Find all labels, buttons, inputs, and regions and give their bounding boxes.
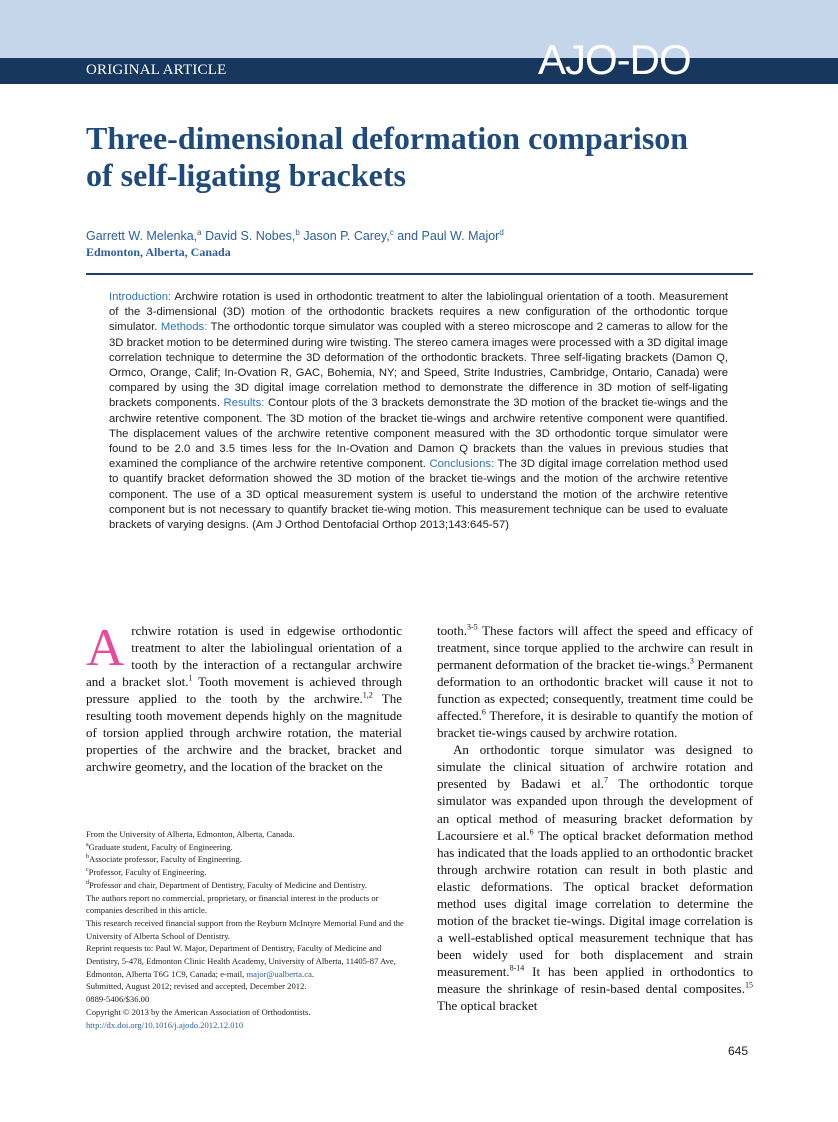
body-text: rchwire rotation is used in edgewise orthodontic treatment to alter the labiolingual orientation of a tooth by the interaction of a rectangular archwire and a bracket slot. (86, 623, 402, 690)
header-band (0, 0, 838, 58)
body-text: The resulting tooth movement depends highly on the magnitude of torsion applied through archwire rotation, the material properties of the archwire and the bracket, bracket and archwire geometry, and the location of the bracket on the (86, 691, 402, 775)
footnote-funding: This research received financial support from the Reyburn McIntyre Memorial Fund and the University of Alberta School of Dentistry. (86, 917, 404, 941)
body-text: The optical bracket (437, 998, 538, 1014)
author-list (86, 228, 504, 243)
section-label: ORIGINAL ARTICLE (86, 62, 227, 78)
abstract-results-heading: Results: (219, 397, 265, 410)
abstract-methods-heading: Methods: (157, 321, 208, 334)
drop-cap: A (86, 619, 125, 677)
citation-link[interactable]: 8-14 (509, 963, 525, 973)
citation-link[interactable]: 6 (481, 707, 486, 717)
citation-link[interactable]: 3-5 (466, 622, 478, 632)
body-text: tooth. (437, 623, 467, 638)
footnote-b: $^b$Associate professor, Faculty of Engineering. (86, 854, 242, 865)
footnotes (86, 828, 404, 1031)
citation-link[interactable]: 1 (188, 673, 193, 683)
email-link[interactable]: major@ualberta.ca (246, 968, 312, 979)
abstract-intro-heading: Introduction: (109, 291, 172, 303)
body-text: Tooth movement is achieved through pressure applied to the tooth by the archwire. (86, 674, 402, 707)
journal-logo: AJO-DO (538, 36, 691, 83)
citation-link[interactable]: 3 (689, 656, 694, 666)
footnote-c: $^c$Professor, Faculty of Engineering. (86, 867, 207, 878)
body-text: The orthodontic torque simulator was expanded upon through the development of an optical method of measuring bracket deformation by Lacoursiere et al. (437, 776, 753, 843)
body-text: Permanent deformation to an orthodontic bracket will cause it not to function as expected; consequently, treatment time could be affected. (437, 657, 754, 724)
footnote-issn: 0889-5406/$36.00 (86, 994, 150, 1005)
abstract-conclusions-text: The 3D digital image correlation method used to quantify bracket deformation showed the 3D motion of the bracket tie-wings and the motion of the archwire retentive component. The use of a 3D optical measurement system is useful to understand the motion of the archwire retentive component but is not necessary to quantify bracket tie-wing motion. This measurement technique can be used to evaluate brackets of varying designs. (Am J Orthod Dentofacial Orthop 2013;143:645-57) (109, 458, 728, 532)
author-name[interactable]: David S. Nobes, (201, 229, 296, 244)
title-line-1: Three-dimensional deformation comparison (86, 120, 689, 156)
page-number: 645 (728, 1044, 749, 1058)
header-divider (86, 273, 753, 275)
title-line-2: of self-ligating brackets (86, 157, 406, 193)
doi-link[interactable]: http://dx.doi.org/10.1016/j.ajodo.2012.12.010 (86, 1019, 244, 1030)
citation-link[interactable]: 7 (604, 776, 609, 786)
abstract-intro-text: Archwire rotation is used in orthodontic treatment to alter the labiolingual orientation of a tooth. Measurement of the 3-dimensional (3D) motion of the orthodontic brackets requires a new configuration of the orthodontic torque simulator. (109, 291, 728, 334)
citation-link[interactable]: 1,2 (362, 690, 373, 700)
body-text: Therefore, it is desirable to quantify the motion of bracket tie-wings caused by archwire rotation. (437, 708, 753, 741)
citation-link[interactable]: 6 (529, 827, 534, 837)
citation-link[interactable]: 15 (745, 980, 753, 990)
footnote-conflict: The authors report no commercial, proprietary, or financial interest in the products or companies described in this article. (86, 892, 379, 916)
footnote-from: From the University of Alberta, Edmonton, Alberta, Canada. (86, 829, 295, 839)
author-affiliation-mark: a (197, 228, 202, 237)
footnote-d: $^d$Professor and chair, Department of Dentistry, Faculty of Medicine and Dentistry. (86, 879, 367, 890)
body-column-right (437, 622, 753, 1014)
author-affiliation-mark: b (295, 228, 300, 237)
body-column-left (86, 619, 402, 775)
body-paragraph (437, 741, 753, 1014)
footnote-a: $^a$Graduate student, Faculty of Engineering. (86, 841, 233, 852)
author-name[interactable]: Garrett W. Melenka, (86, 229, 198, 244)
body-paragraph (437, 622, 753, 741)
author-affiliation-mark: c (389, 228, 394, 237)
article-title (86, 120, 746, 194)
body-text: These factors will affect the speed and efficacy of treatment, since torque applied to the archwire can result in permanent deformation of the bracket tie-wings. (437, 623, 753, 673)
abstract-methods-text: The orthodontic torque simulator was coupled with a stereo microscope and 2 cameras to allow for the 3D bracket motion to be determined during wire twisting. The stereo camera images were processed with a 3D digital image correlation technique to determine the 3D deformation of the orthodontic brackets. Three self-ligating brackets (Damon Q, Ormco, Orange, Calif; In-Ovation R, GAC, Bohemia, NY; and Speed, Strite Industries, Cambridge, Ontario, Canada) were compared by using the 3D digital image correlation method to demonstrate the difference in 3D motion of self-ligating brackets components. (109, 321, 728, 410)
abstract (109, 290, 728, 533)
footnote-reprint: Reprint requests to: Paul W. Major, Department of Dentistry, Faculty of Medicine and Dentistry, 5-478, Edmonton Clinic Health Academy, University of Alberta, 11405-87 Ave, Edmonton, Alberta T6G 1C9, Canada; e-mail, major@ualberta.ca. (86, 943, 396, 979)
footnote-copyright: Copyright © 2013 by the American Association of Orthodontists. (86, 1006, 311, 1017)
abstract-conclusions-heading: Conclusions: (425, 458, 495, 471)
body-text: The optical bracket deformation method has indicated that the loads applied to an orthodontic bracket through archwire rotation can result in both plastic and elastic deformations. The optical bracket deformation method uses digital image correlation to determine the motion of the bracket tie-wings. Digital image correlation is a well-established optical measurement technique that has been widely used for both displacement and strain measurement. (437, 827, 753, 979)
footnote-submitted: Submitted, August 2012; revised and accepted, December 2012. (86, 981, 307, 992)
affiliation: Edmonton, Alberta, Canada (86, 245, 231, 259)
author-affiliation-mark: d (499, 228, 504, 237)
body-text: It has been applied in orthodontics to measure the shrinkage of resin-based dental composites. (437, 963, 753, 996)
author-name[interactable]: Jason P. Carey, (299, 229, 390, 244)
author-name[interactable]: and Paul W. Major (393, 229, 500, 244)
abstract-results-text: Contour plots of the 3 brackets demonstrate the 3D motion of the bracket tie-wings and the archwire retentive component. The 3D motion of the bracket tie-wings and archwire retentive component were quantified. The displacement values of the archwire retentive component measured with the 3D orthodontic torque simulator were found to be 2.0 and 3.5 times less for the In-Ovation and Damon Q brackets than the values in previous studies that examined the compliance of the archwire retentive component. (109, 397, 729, 471)
body-text: An orthodontic torque simulator was designed to simulate the clinical situation of archwire rotation and presented by Badawi et al. (437, 742, 753, 792)
